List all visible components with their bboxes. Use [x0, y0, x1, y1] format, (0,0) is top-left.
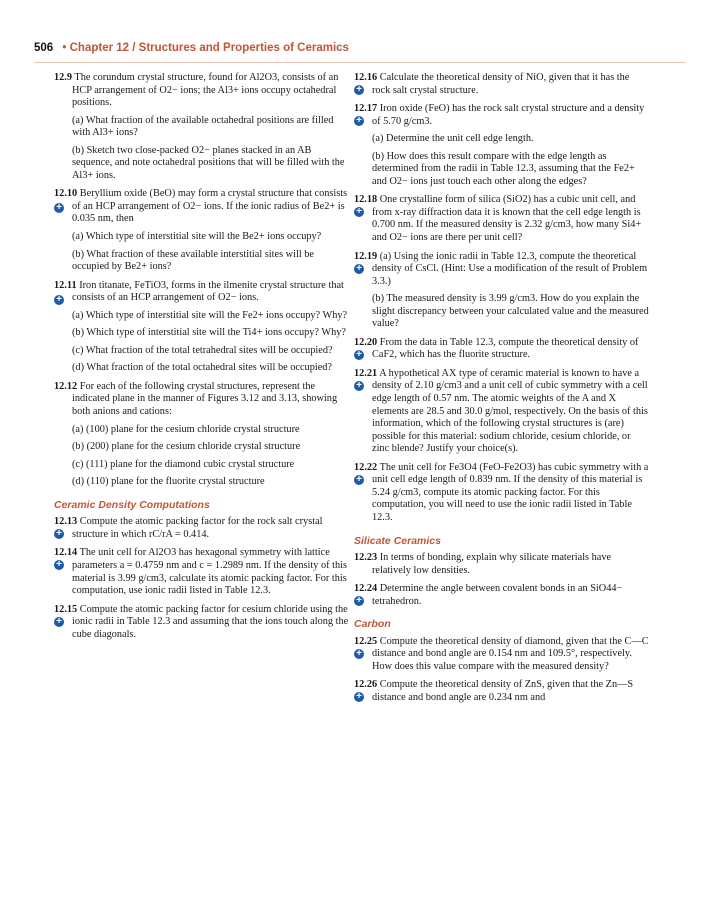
running-header: [34, 42, 684, 62]
problem-number: 12.26: [354, 679, 378, 691]
part-a: (a) Determine the unit cell edge length.: [372, 133, 534, 145]
problem-12-16: [354, 72, 650, 97]
problem-number: 12.18: [354, 194, 378, 206]
part-d: (d) (110) plane for the fluorite crystal structure: [72, 476, 265, 488]
problem-text: Compute the atomic packing factor for the rock salt crystal structure in which rC/rA = 0.414.: [72, 516, 323, 540]
plus-icon: [354, 596, 364, 606]
section-heading-carbon: Carbon: [354, 618, 391, 631]
chapter-title: Structures and Properties of Ceramics: [138, 42, 349, 54]
problem-number: 12.11: [54, 279, 77, 291]
part-b: (b) (200) plane for the cesium chloride crystal structure: [72, 441, 301, 453]
problem-text: Determine the angle between covalent bonds in an SiO44− tetrahedron.: [372, 583, 623, 607]
problem-text: A hypothetical AX type of ceramic material is known to have a density of 2.10 g/cm3 and a unit cell of cubic symmetry with a cell edge length of 0.57 nm. The atomic weights of the A and X elements are 28.5 and 30.0 g/mol, respectively. On the basis of this information, which of the following crystal structures is (are) possible for this material: sodium chloride, cesium chloride, or zinc blende? Justify your choice(s).: [372, 367, 648, 455]
problem-number: 12.25: [354, 635, 378, 647]
problem-12-19: [354, 250, 650, 331]
problem-12-25: [354, 635, 650, 674]
problem-12-23: [354, 552, 650, 577]
problem-12-21: [354, 367, 650, 456]
problem-number: 12.17: [354, 103, 378, 115]
problem-12-22: [354, 461, 650, 525]
problem-number: 12.9: [54, 72, 73, 83]
plus-icon: [354, 350, 364, 360]
left-column: [54, 72, 350, 647]
problem-number: 12.14: [54, 547, 78, 559]
plus-icon: [354, 116, 364, 126]
problem-number: 12.15: [54, 603, 78, 615]
problem-12-12: [54, 380, 350, 489]
part-b: (b) Which type of interstitial site will the Ti4+ ions occupy? Why?: [72, 327, 346, 339]
part-a: (a) Which type of interstitial site will the Be2+ ions occupy?: [72, 231, 322, 243]
problem-text: One crystalline form of silica (SiO2) has a cubic unit cell, and from x-ray diffraction data it is known that the cell edge length is 0.700 nm. If the measured density is 2.32 g/cm3, how many Si4+ and O2− ions are there per unit cell?: [372, 194, 642, 244]
problem-12-17: [354, 103, 650, 188]
problem-number: 12.16: [354, 72, 378, 83]
problem-number: 12.22: [354, 461, 378, 473]
part-c: (c) (111) plane for the diamond cubic crystal structure: [72, 458, 295, 470]
problem-text: For each of the following crystal structures, represent the indicated plane in the manner of Figures 3.12 and 3.13, showing both anions and cations:: [72, 380, 338, 418]
part-d: (d) What fraction of the total octahedral sites will be occupied?: [72, 362, 332, 374]
header-separator: •: [62, 42, 67, 54]
plus-icon: [354, 381, 364, 391]
problem-12-10: [54, 188, 350, 273]
problem-12-24: [354, 583, 650, 608]
part-a: (a) What fraction of the available octahedral positions are filled with Al3+ ions?: [72, 114, 334, 139]
problem-text: Iron titanate, FeTiO3, forms in the ilmenite crystal structure that consists of an HCP arrangement of O2− ions.: [72, 279, 344, 304]
plus-icon: [354, 649, 364, 659]
problem-12-15: [54, 603, 350, 642]
problem-text: The unit cell for Al2O3 has hexagonal symmetry with lattice parameters a = 0.4759 nm and c = 1.2989 nm. If the density of this material is 3.99 g/cm3, calculate its atomic packing factor. For this computation, use ionic radii listed in Table 12.3.: [72, 547, 347, 597]
problem-12-26: [354, 679, 650, 704]
part-a: (a) Which type of interstitial site will the Fe2+ ions occupy? Why?: [72, 309, 348, 321]
problem-number: 12.19: [354, 250, 378, 262]
part-b: (b) Sketch two close-packed O2− planes stacked in an AB sequence, and note octahedral positions that will be filled with the Al3+ ions.: [72, 144, 345, 181]
header-slash: /: [132, 42, 136, 54]
plus-icon: [354, 692, 364, 702]
problem-number: 12.20: [354, 336, 378, 348]
problem-number: 12.12: [54, 380, 78, 392]
problem-number: 12.10: [54, 188, 78, 200]
problem-12-14: [54, 547, 350, 597]
problem-number: 12.24: [354, 583, 378, 595]
plus-icon: [354, 85, 364, 95]
plus-icon: [54, 203, 64, 213]
problem-12-20: [354, 336, 650, 362]
problem-text: Compute the theoretical density of ZnS, given that the Zn—S distance and bond angle are 0.234 nm and: [372, 679, 634, 703]
problem-number: 12.23: [354, 552, 378, 564]
plus-icon: [354, 475, 364, 485]
problem-text: Calculate the theoretical density of NiO, given that it has the rock salt crystal structure.: [372, 72, 630, 96]
problem-number: 12.21: [354, 367, 378, 379]
problem-text: The unit cell for Fe3O4 (FeO-Fe2O3) has cubic symmetry with a unit cell edge length of 0.839 nm. If the density of this material is 5.24 g/cm3, compute its atomic packing factor. For this computation, you will need to use the ionic radii listed in Table 12.3.: [372, 461, 649, 523]
problem-12-13: [54, 516, 350, 541]
part-b: (b) How does this result compare with the edge length as determined from the radii in Table 12.3, assuming that the Fe2+ and O2− ions just touch each other along the edges?: [372, 150, 635, 187]
problem-text: From the data in Table 12.3, compute the theoretical density of CaF2, which has the fluorite structure.: [372, 336, 639, 361]
problem-12-11: [54, 279, 350, 375]
chapter-label: Chapter 12: [69, 42, 130, 54]
part-a: (a) (100) plane for the cesium chloride crystal structure: [72, 423, 300, 435]
part-b: (b) What fraction of these available interstitial sites will be occupied by Be2+ ions?: [72, 248, 314, 273]
problem-text: The corundum crystal structure, found for Al2O3, consists of an HCP arrangement of O2− ions; the Al3+ ions occupy octahedral positions.: [72, 72, 339, 109]
problem-number: 12.13: [54, 516, 78, 528]
header-rule: [34, 62, 686, 63]
page-number: 506: [34, 42, 54, 54]
problem-12-18: [354, 194, 650, 244]
section-heading-silicate: Silicate Ceramics: [354, 534, 441, 547]
plus-icon: [54, 295, 64, 305]
plus-icon: [354, 207, 364, 217]
plus-icon: [54, 529, 64, 539]
problem-12-9: [54, 72, 350, 182]
plus-icon: [54, 560, 64, 570]
problem-text: Beryllium oxide (BeO) may form a crystal structure that consists of an HCP arrangement of O2− ions. If the ionic radius of Be2+ is 0.035 nm, then: [72, 188, 348, 225]
plus-icon: [354, 264, 364, 274]
plus-icon: [54, 617, 64, 627]
right-column: [354, 72, 650, 711]
problem-text: Compute the theoretical density of diamond, given that the C—C distance and bond angle are 0.154 nm and 109.5°, respectively. How does this value compare with the measured density?: [372, 635, 649, 672]
part-c: (c) What fraction of the total tetrahedral sites will be occupied?: [72, 344, 333, 356]
part-b: (b) The measured density is 3.99 g/cm3. How do you explain the slight discrepancy between your calculated value and the measured value?: [372, 293, 649, 330]
section-heading-density: Ceramic Density Computations: [54, 498, 210, 511]
problem-text: Iron oxide (FeO) has the rock salt crystal structure and a density of 5.70 g/cm3.: [372, 103, 645, 127]
problem-text: Compute the atomic packing factor for cesium chloride using the ionic radii in Table 12.3 and assuming that the ions touch along the cube diagonals.: [72, 603, 349, 640]
problem-text: (a) Using the ionic radii in Table 12.3, compute the theoretical density of CsCl. (Hint: Use a modification of the result of Problem 3.3.): [372, 250, 648, 287]
problem-text: In terms of bonding, explain why silicate materials have relatively low densities.: [372, 552, 612, 576]
